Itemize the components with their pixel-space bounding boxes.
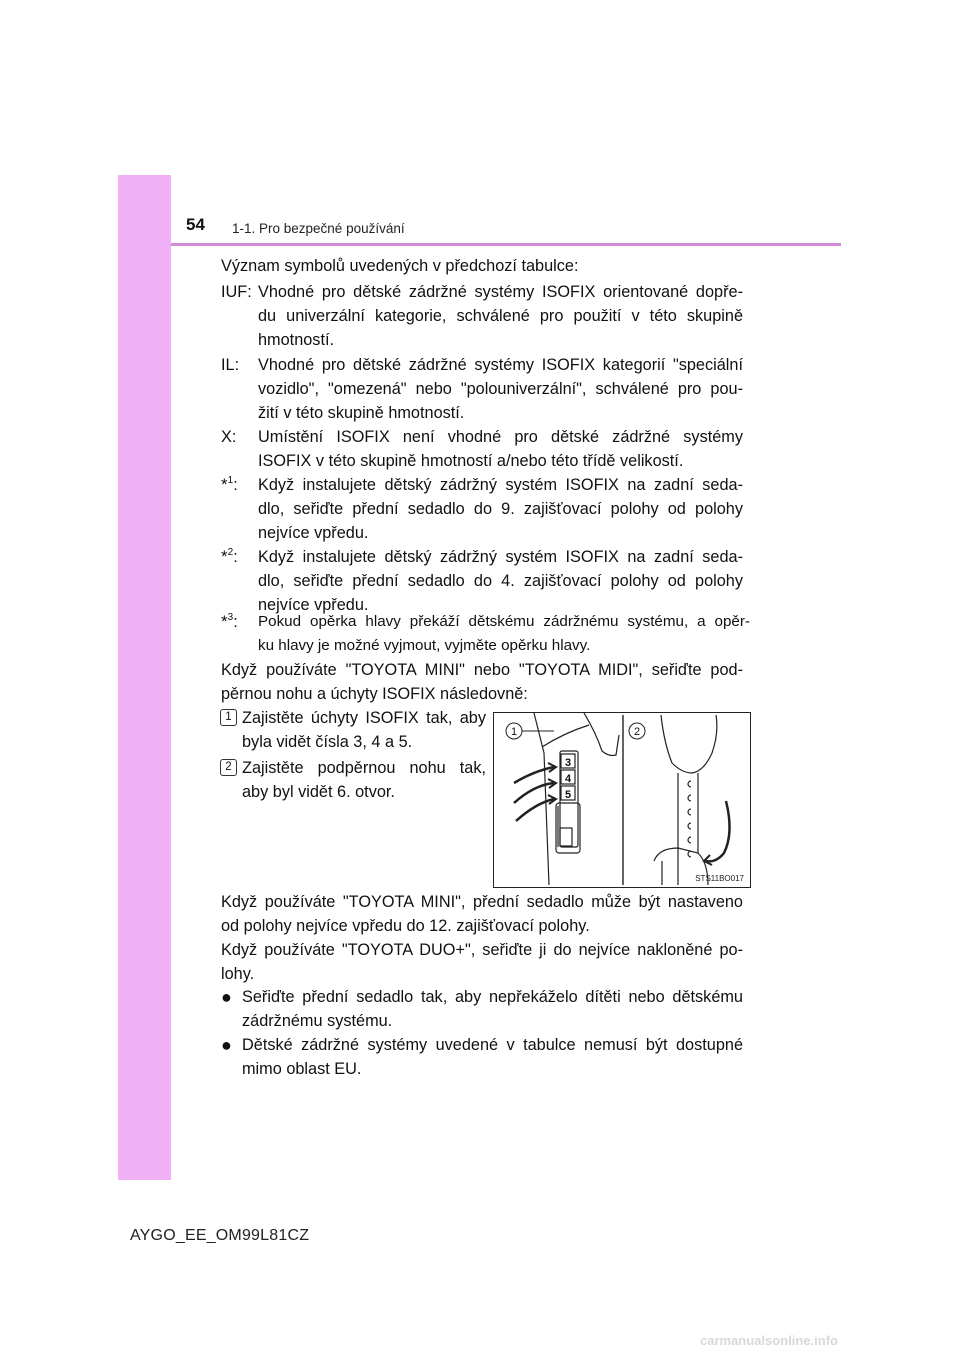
support-leg-holes xyxy=(688,781,691,857)
definition-iuf xyxy=(258,280,743,352)
step-line: Zajistěte úchyty ISOFIX tak, aby xyxy=(242,709,486,727)
definition-line: Vhodné pro dětské zádržné systémy ISOFIX kategorií "speciální xyxy=(258,356,743,374)
footnote-line: dlo, seřiďte přední sedadlo do 4. zajišťovací polohy od polohy xyxy=(258,572,743,590)
bullet-2 xyxy=(242,1033,743,1081)
bullet-line: mimo oblast EU. xyxy=(242,1060,362,1078)
step-line: aby byl vidět 6. otvor. xyxy=(242,783,395,801)
definition-line: vozidlo", "omezená" nebo "polouniverzální", schválené pro pou- xyxy=(258,380,743,398)
step-number-2: 2 xyxy=(220,759,237,776)
definition-line: Umístění ISOFIX není vhodné pro dětské zádržné systémy xyxy=(258,428,743,446)
definition-line: du univerzální kategorie, schválené pro použití v této skupině xyxy=(258,307,743,325)
body-line: Když používáte "TOYOTA DUO+", seřiďte ji do nejvíce nakloněné po- xyxy=(221,941,743,959)
footnote-line: dlo, seřiďte přední sedadlo do 9. zajišťovací polohy od polohy xyxy=(258,500,743,518)
watermark: carmanualsonline.info xyxy=(700,1333,838,1348)
definition-line: žití v této skupině hmotností. xyxy=(258,404,465,422)
footnote-3 xyxy=(258,610,750,658)
step-1 xyxy=(242,706,486,754)
footnote-line: Když instalujete dětský zádržný systém ISOFIX na zadní seda- xyxy=(258,476,743,494)
bullet-1 xyxy=(242,985,743,1033)
definition-il xyxy=(258,353,743,425)
bullet-line: Seřiďte přední sedadlo tak, aby nepřekáželo dítěti nebo dětskému xyxy=(242,988,743,1006)
chapter-sidebar-tab xyxy=(118,175,171,1180)
callout-1 xyxy=(506,723,522,739)
header-rule xyxy=(171,243,841,246)
footnote-2 xyxy=(258,545,743,617)
manual-code: AYGO_EE_OM99L81CZ xyxy=(130,1227,310,1244)
after-figure-text xyxy=(221,890,743,986)
figure-code: STS11BO017 xyxy=(695,874,744,883)
step-line: byla vidět čísla 3, 4 a 5. xyxy=(242,733,413,751)
illustration-drawing xyxy=(494,713,750,887)
leg-digit-4: 4 xyxy=(564,773,572,785)
leg-digit-5: 5 xyxy=(564,789,572,801)
leg-digit-3: 3 xyxy=(564,757,572,769)
toyota-mini-midi-text xyxy=(221,658,743,706)
footnote-line: Pokud opěrka hlavy překáží dětskému zádržnému systému, a opěr- xyxy=(258,613,750,630)
footnote-line: nejvíce vpředu. xyxy=(258,596,369,614)
body-line: Když používáte "TOYOTA MINI" nebo "TOYOTA MIDI", seřiďte pod- xyxy=(221,661,743,679)
section-title: 1-1. Pro bezpečné používání xyxy=(232,221,405,236)
callout-1-label: 1 xyxy=(510,726,518,738)
footnote-line: ku hlavy je možné vyjmout, vyjměte opěrku hlavy. xyxy=(258,637,591,654)
definition-label-il: IL: xyxy=(221,356,240,374)
footnote-line: Když instalujete dětský zádržný systém ISOFIX na zadní seda- xyxy=(258,548,743,566)
bullet-line: zádržnému systému. xyxy=(242,1012,393,1030)
footnote-marker-3: *$^3$: xyxy=(221,612,238,631)
footnote-1 xyxy=(258,473,743,545)
definition-line: ISOFIX v této skupině hmotností a/nebo této třídě velikostí. xyxy=(258,452,684,470)
body-line: lohy. xyxy=(221,965,255,983)
definition-label-iuf: IUF: xyxy=(221,283,252,301)
definition-line: Vhodné pro dětské zádržné systémy ISOFIX orientované dopře- xyxy=(258,283,743,301)
step-2 xyxy=(242,756,486,804)
step-number-1: 1 xyxy=(220,709,237,726)
definition-label-x: X: xyxy=(221,428,237,446)
intro-text: Význam symbolů uvedených v předchozí tabulce: xyxy=(221,257,579,275)
definition-line: hmotností. xyxy=(258,331,335,349)
footnote-line: nejvíce vpředu. xyxy=(258,524,369,542)
step-line: Zajistěte podpěrnou nohu tak, xyxy=(242,759,486,777)
callout-2 xyxy=(629,723,645,739)
bullet-icon: ● xyxy=(221,987,232,1007)
body-line: pěrnou nohu a úchyty ISOFIX následovně: xyxy=(221,685,528,703)
definition-x xyxy=(258,425,743,473)
body-line: Když používáte "TOYOTA MINI", přední sedadlo může být nastaveno xyxy=(221,893,743,911)
callout-2-label: 2 xyxy=(633,726,641,738)
bullet-line: Dětské zádržné systémy uvedené v tabulce nemusí být dostupné xyxy=(242,1036,743,1054)
page-number: 54 xyxy=(186,215,205,234)
footnote-marker-2: *$^2$: xyxy=(221,547,238,566)
bullet-icon: ● xyxy=(221,1035,232,1055)
body-line: od polohy nejvíce vpředu do 12. zajišťovací polohy. xyxy=(221,917,590,935)
isofix-illustration xyxy=(493,712,751,888)
footnote-marker-1: *$^1$: xyxy=(221,475,238,494)
